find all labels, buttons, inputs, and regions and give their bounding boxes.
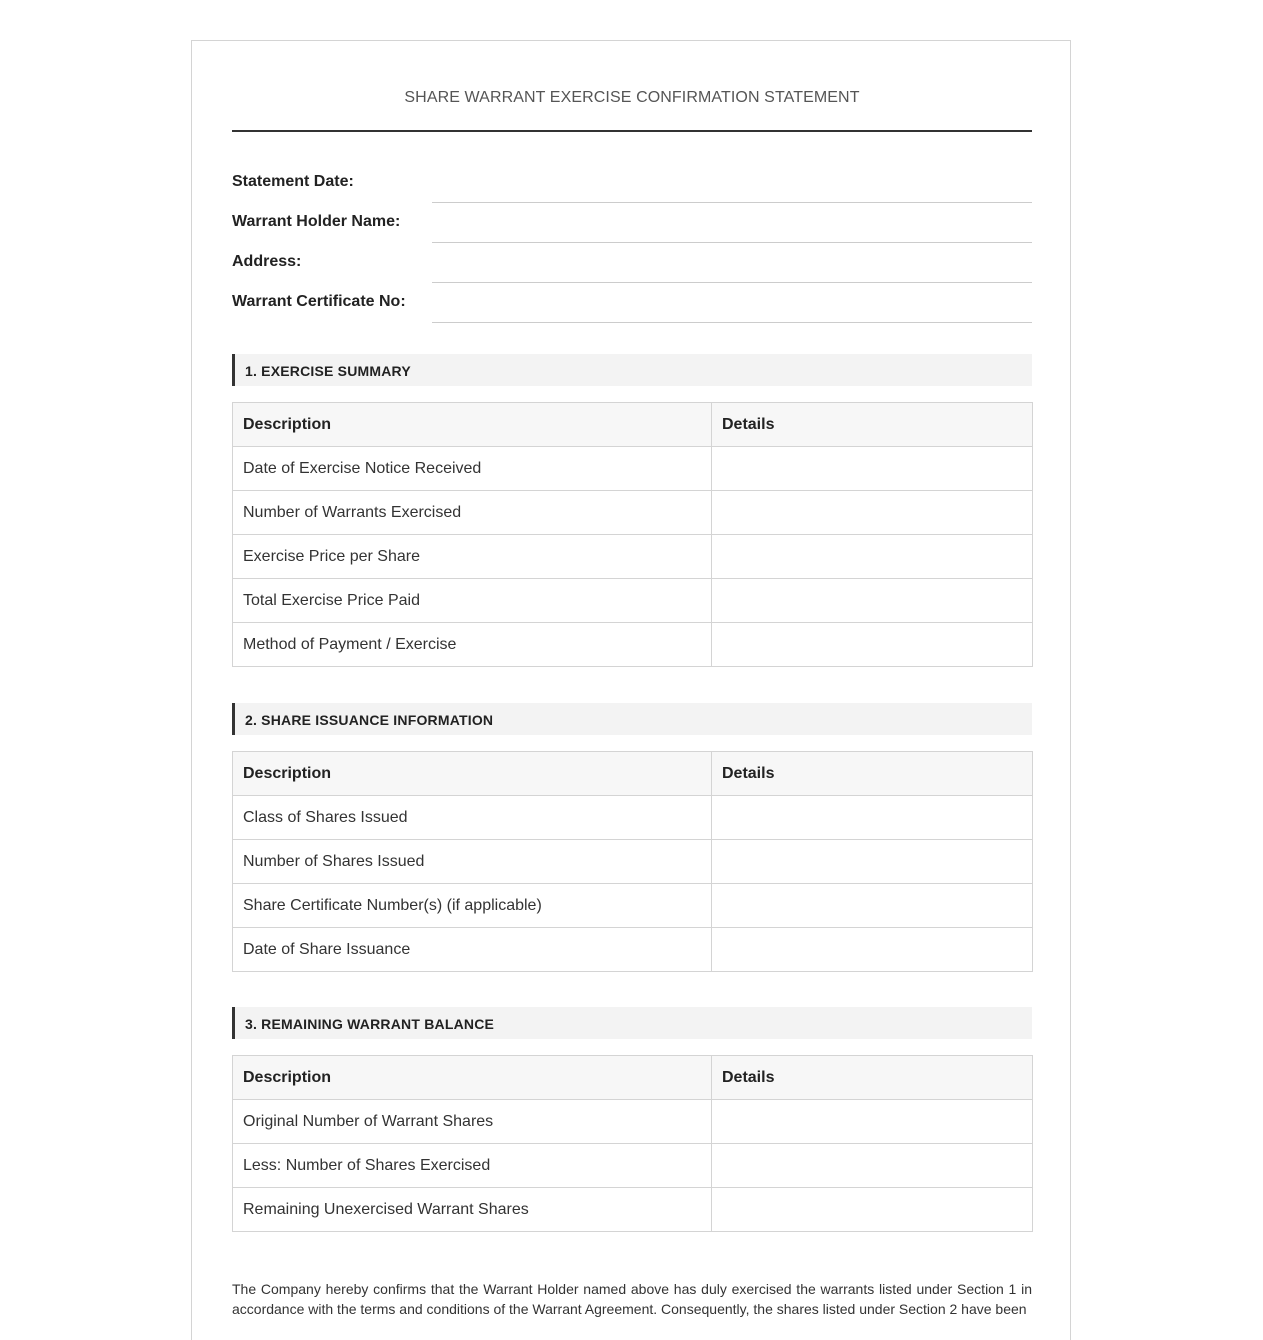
description-cell: Number of Shares Issued bbox=[233, 840, 712, 884]
description-cell: Number of Warrants Exercised bbox=[233, 491, 712, 535]
section-heading-remaining-balance bbox=[232, 1007, 1032, 1039]
column-header-details: Details bbox=[712, 1056, 1033, 1100]
table-row bbox=[233, 796, 1033, 840]
table-row bbox=[233, 1188, 1033, 1232]
table-row bbox=[233, 579, 1033, 623]
details-cell[interactable] bbox=[712, 447, 1033, 491]
field-statement-date bbox=[232, 163, 1032, 203]
section-heading-text: 2. SHARE ISSUANCE INFORMATION bbox=[245, 712, 494, 728]
description-cell: Class of Shares Issued bbox=[233, 796, 712, 840]
description-cell: Method of Payment / Exercise bbox=[233, 623, 712, 667]
section-heading-text: 1. EXERCISE SUMMARY bbox=[245, 363, 411, 379]
document-title: SHARE WARRANT EXERCISE CONFIRMATION STATEMENT bbox=[404, 89, 860, 106]
section-heading-exercise-summary bbox=[232, 354, 1032, 386]
document-page bbox=[191, 40, 1071, 1340]
field-label: Address: bbox=[232, 253, 302, 270]
field-label: Statement Date: bbox=[232, 173, 354, 190]
table-header-row bbox=[233, 752, 1033, 796]
table-row bbox=[233, 491, 1033, 535]
column-header-details: Details bbox=[712, 403, 1033, 447]
exercise-summary-table bbox=[232, 402, 1033, 667]
field-label: Warrant Holder Name: bbox=[232, 213, 401, 230]
description-cell: Date of Share Issuance bbox=[233, 928, 712, 972]
description-cell: Less: Number of Shares Exercised bbox=[233, 1144, 712, 1188]
column-header-details: Details bbox=[712, 752, 1033, 796]
column-header-description: Description bbox=[233, 403, 712, 447]
table-header-row bbox=[233, 403, 1033, 447]
description-cell: Exercise Price per Share bbox=[233, 535, 712, 579]
confirmation-statement: The Company hereby confirms that the Warrant Holder named above has duly exercised the warrants listed under Section 1 in accordance with the terms and conditions of the Warrant Agreement. Consequently, the shares listed under Section 2 have been bbox=[232, 1281, 1032, 1317]
table-row bbox=[233, 884, 1033, 928]
table-row bbox=[233, 1100, 1033, 1144]
details-cell[interactable] bbox=[712, 1100, 1033, 1144]
details-cell[interactable] bbox=[712, 623, 1033, 667]
table-row bbox=[233, 535, 1033, 579]
description-cell: Original Number of Warrant Shares bbox=[233, 1100, 712, 1144]
details-cell[interactable] bbox=[712, 840, 1033, 884]
header-fields bbox=[232, 163, 1032, 323]
field-warrant-certificate-no bbox=[232, 283, 1032, 323]
warrant-certificate-no-line[interactable] bbox=[432, 322, 1032, 323]
table-header-row bbox=[233, 1056, 1033, 1100]
table-row bbox=[233, 1144, 1033, 1188]
description-cell: Total Exercise Price Paid bbox=[233, 579, 712, 623]
section-heading-share-issuance bbox=[232, 703, 1032, 735]
share-issuance-table bbox=[232, 751, 1033, 972]
table-row bbox=[233, 928, 1033, 972]
description-cell: Remaining Unexercised Warrant Shares bbox=[233, 1188, 712, 1232]
details-cell[interactable] bbox=[712, 884, 1033, 928]
table-row bbox=[233, 623, 1033, 667]
details-cell[interactable] bbox=[712, 491, 1033, 535]
table-row bbox=[233, 840, 1033, 884]
details-cell[interactable] bbox=[712, 535, 1033, 579]
description-cell: Date of Exercise Notice Received bbox=[233, 447, 712, 491]
description-cell: Share Certificate Number(s) (if applicable) bbox=[233, 884, 712, 928]
remaining-balance-table bbox=[232, 1055, 1033, 1232]
section-heading-text: 3. REMAINING WARRANT BALANCE bbox=[245, 1016, 495, 1032]
details-cell[interactable] bbox=[712, 1144, 1033, 1188]
title-divider bbox=[232, 130, 1032, 132]
details-cell[interactable] bbox=[712, 796, 1033, 840]
details-cell[interactable] bbox=[712, 579, 1033, 623]
field-warrant-holder-name bbox=[232, 203, 1032, 243]
details-cell[interactable] bbox=[712, 1188, 1033, 1232]
field-label: Warrant Certificate No: bbox=[232, 293, 406, 310]
details-cell[interactable] bbox=[712, 928, 1033, 972]
column-header-description: Description bbox=[233, 752, 712, 796]
field-address bbox=[232, 243, 1032, 283]
table-row bbox=[233, 447, 1033, 491]
column-header-description: Description bbox=[233, 1056, 712, 1100]
